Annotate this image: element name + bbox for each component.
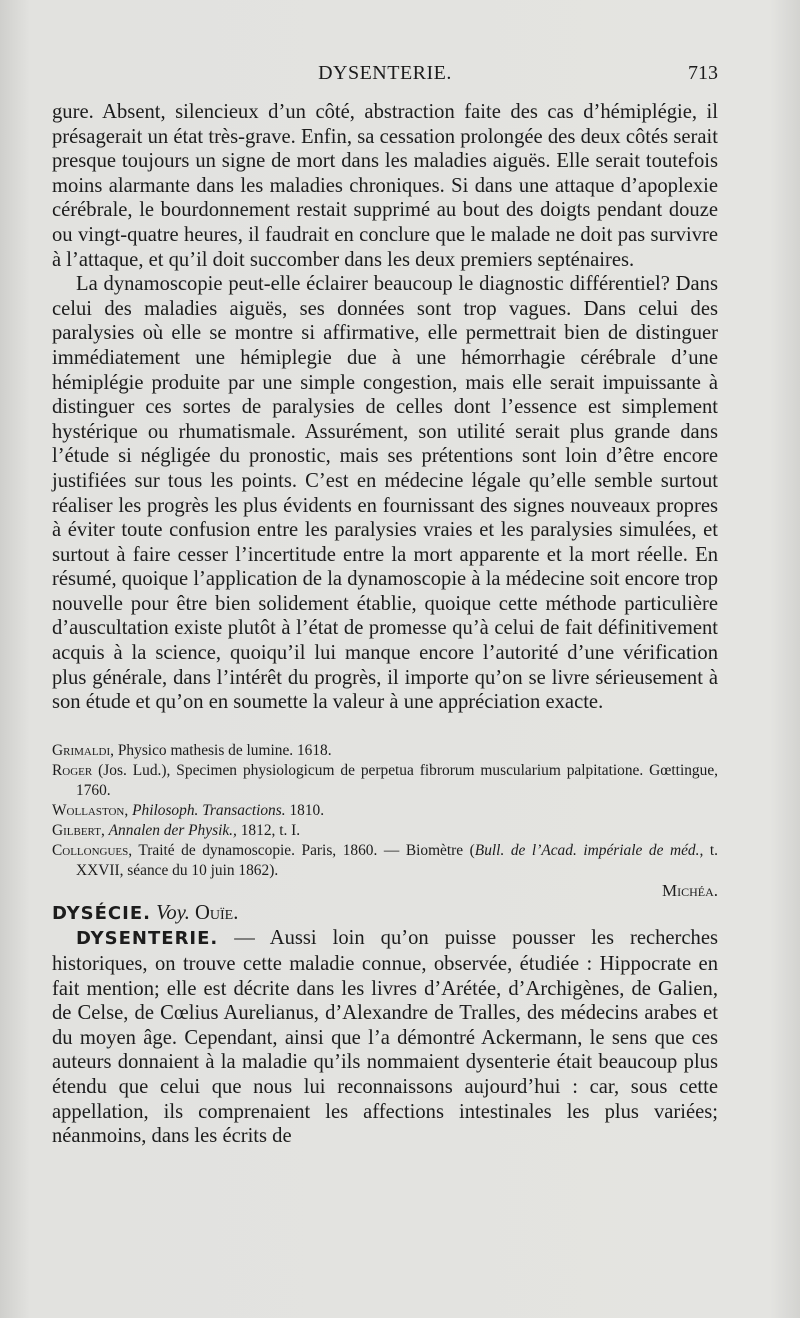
reference-author: Collongues, bbox=[52, 841, 133, 859]
reference-item bbox=[52, 761, 718, 801]
reference-item: Collongues, Traité de dynamoscopie. Paris, 1860. — Biomètre (Bull. de l’Acad. impériale de méd., t. XXVII, séance du 10 juin 1862). bbox=[52, 841, 718, 879]
reference-text: Traité de dynamoscopie. Paris, 1860. — Biomètre ( bbox=[132, 841, 475, 859]
paragraph-continuation: gure. Absent, silencieux d’un côté, abstraction faite des cas d’hémiplégie, il présagerait un état très-grave. Enfin, sa cessation prolongée des deux côtés serait presque toujours un signe de mort dans les maladies aiguës. Elle serait toutefois moins alarmante dans les maladies chroniques. Si dans une attaque d’apoplexie cérébrale, le bourdonnement restait supprimé au bout des doigts pendant douze ou vingt-quatre heures, il faudrait en conclure que le malade ne doit pas survivre à l’attaque, et qu’il doit succomber dans les deux premiers septénaires. bbox=[52, 101, 718, 271]
reference-item bbox=[52, 801, 718, 821]
page-header bbox=[52, 62, 718, 92]
reference-item bbox=[52, 741, 718, 761]
page-number: 713 bbox=[688, 62, 718, 84]
see-entry-headword: DYSÉCIE. bbox=[52, 902, 151, 924]
reference-text: (Jos. Lud.), Specimen physiologicum de perpetua fibrorum muscularium palpitatione. Gœttingue, 1760. bbox=[76, 761, 718, 799]
reference-author: Roger bbox=[52, 761, 93, 779]
reference-author: Gilbert, bbox=[52, 821, 105, 839]
reference-text: Physico mathesis de lumine. 1618. bbox=[114, 741, 332, 759]
reference-title: Bull. de l’Acad. impériale de méd., bbox=[474, 841, 704, 859]
reference-text: 1812, t. I. bbox=[236, 821, 301, 839]
article-dysenterie bbox=[52, 926, 718, 1148]
article-headword: DYSENTERIE. bbox=[76, 928, 219, 950]
see-target-link: Ouïe. bbox=[195, 901, 239, 924]
reference-author: Wollaston, bbox=[52, 801, 129, 819]
reference-title: Annalen der Physik., bbox=[108, 821, 237, 839]
see-entry bbox=[52, 901, 718, 927]
reference-text: 1810. bbox=[285, 801, 325, 819]
article-signature: Michéa. bbox=[661, 880, 718, 900]
bibliography bbox=[52, 741, 718, 901]
body-text bbox=[52, 100, 718, 1149]
reference-title: Philosoph. Transactions. bbox=[132, 801, 286, 819]
reference-item bbox=[52, 821, 718, 841]
reference-author: Grimaldi, bbox=[52, 741, 115, 759]
paragraph-dynamoscopie: La dynamoscopie peut-elle éclairer beaucoup le diagnostic différentiel? Dans celui des maladies aiguës, ses données sont trop vagues. Dans celui des paralysies où elle se montre si affirmative, elle permettrait bien de distinguer immédiatement une hémiplegie due à une hémorrhagie cérébrale d’une hémiplégie produite par une simple congestion, mais elle serait impuissante à distinguer ces sortes de paralysies de celles dont l’essence est simplement hystérique ou rhumatismale. Assurément, son utilité serait plus grande dans l’étude si négligée du pronostic, mais ses prétentions sont loin d’être encore justifiées sur tous les points. C’est en médecine légale qu’elle semble surtout réaliser les progrès les plus évidents en fournissant des signes nouveaux propres à éviter toute confusion entre les paralysies vraies et les paralysies simulées, et surtout à faire cesser l’incertitude entre la mort apparente et la mort réelle. En résumé, quoique l’application de la dynamoscopie à la médecine soit encore trop nouvelle pour être bien solidement établie, quoique cette méthode particulière d’auscultation existe plutôt à l’état de promesse qu’à celui de fait définitivement acquis à la science, quoiqu’il lui manque encore l’autorité d’une vérification plus générale, dans l’intérêt du progrès, il importe qu’on se livre sérieusement à son étude et qu’on en soumette la valeur à une appréciation exacte. bbox=[52, 273, 718, 714]
running-title: DYSENTERIE. bbox=[318, 62, 452, 84]
article-text: — Aussi loin qu’on puisse pousser les recherches historiques, on trouve cette maladie connue, observée, étudiée : Hippocrate en fait mention; elle est décrite dans les livres d’Arétée, d’Archigènes, de Galien, de Celse, de Cœlius Aurelianus, d’Alexandre de Tralles, des médecins arabes et du moyen âge. Cependant, ainsi que l’a démontré Ackermann, le sens que ces auteurs donnaient à la maladie qu’ils nommaient dysenterie était beaucoup plus étendu que celui que nous lui reconnaissons aujourd’hui : car, sous cette appellation, ils comprenaient les affections intestinales les plus variées; néanmoins, dans les écrits de bbox=[52, 927, 718, 1148]
see-label: Voy. bbox=[156, 901, 190, 924]
